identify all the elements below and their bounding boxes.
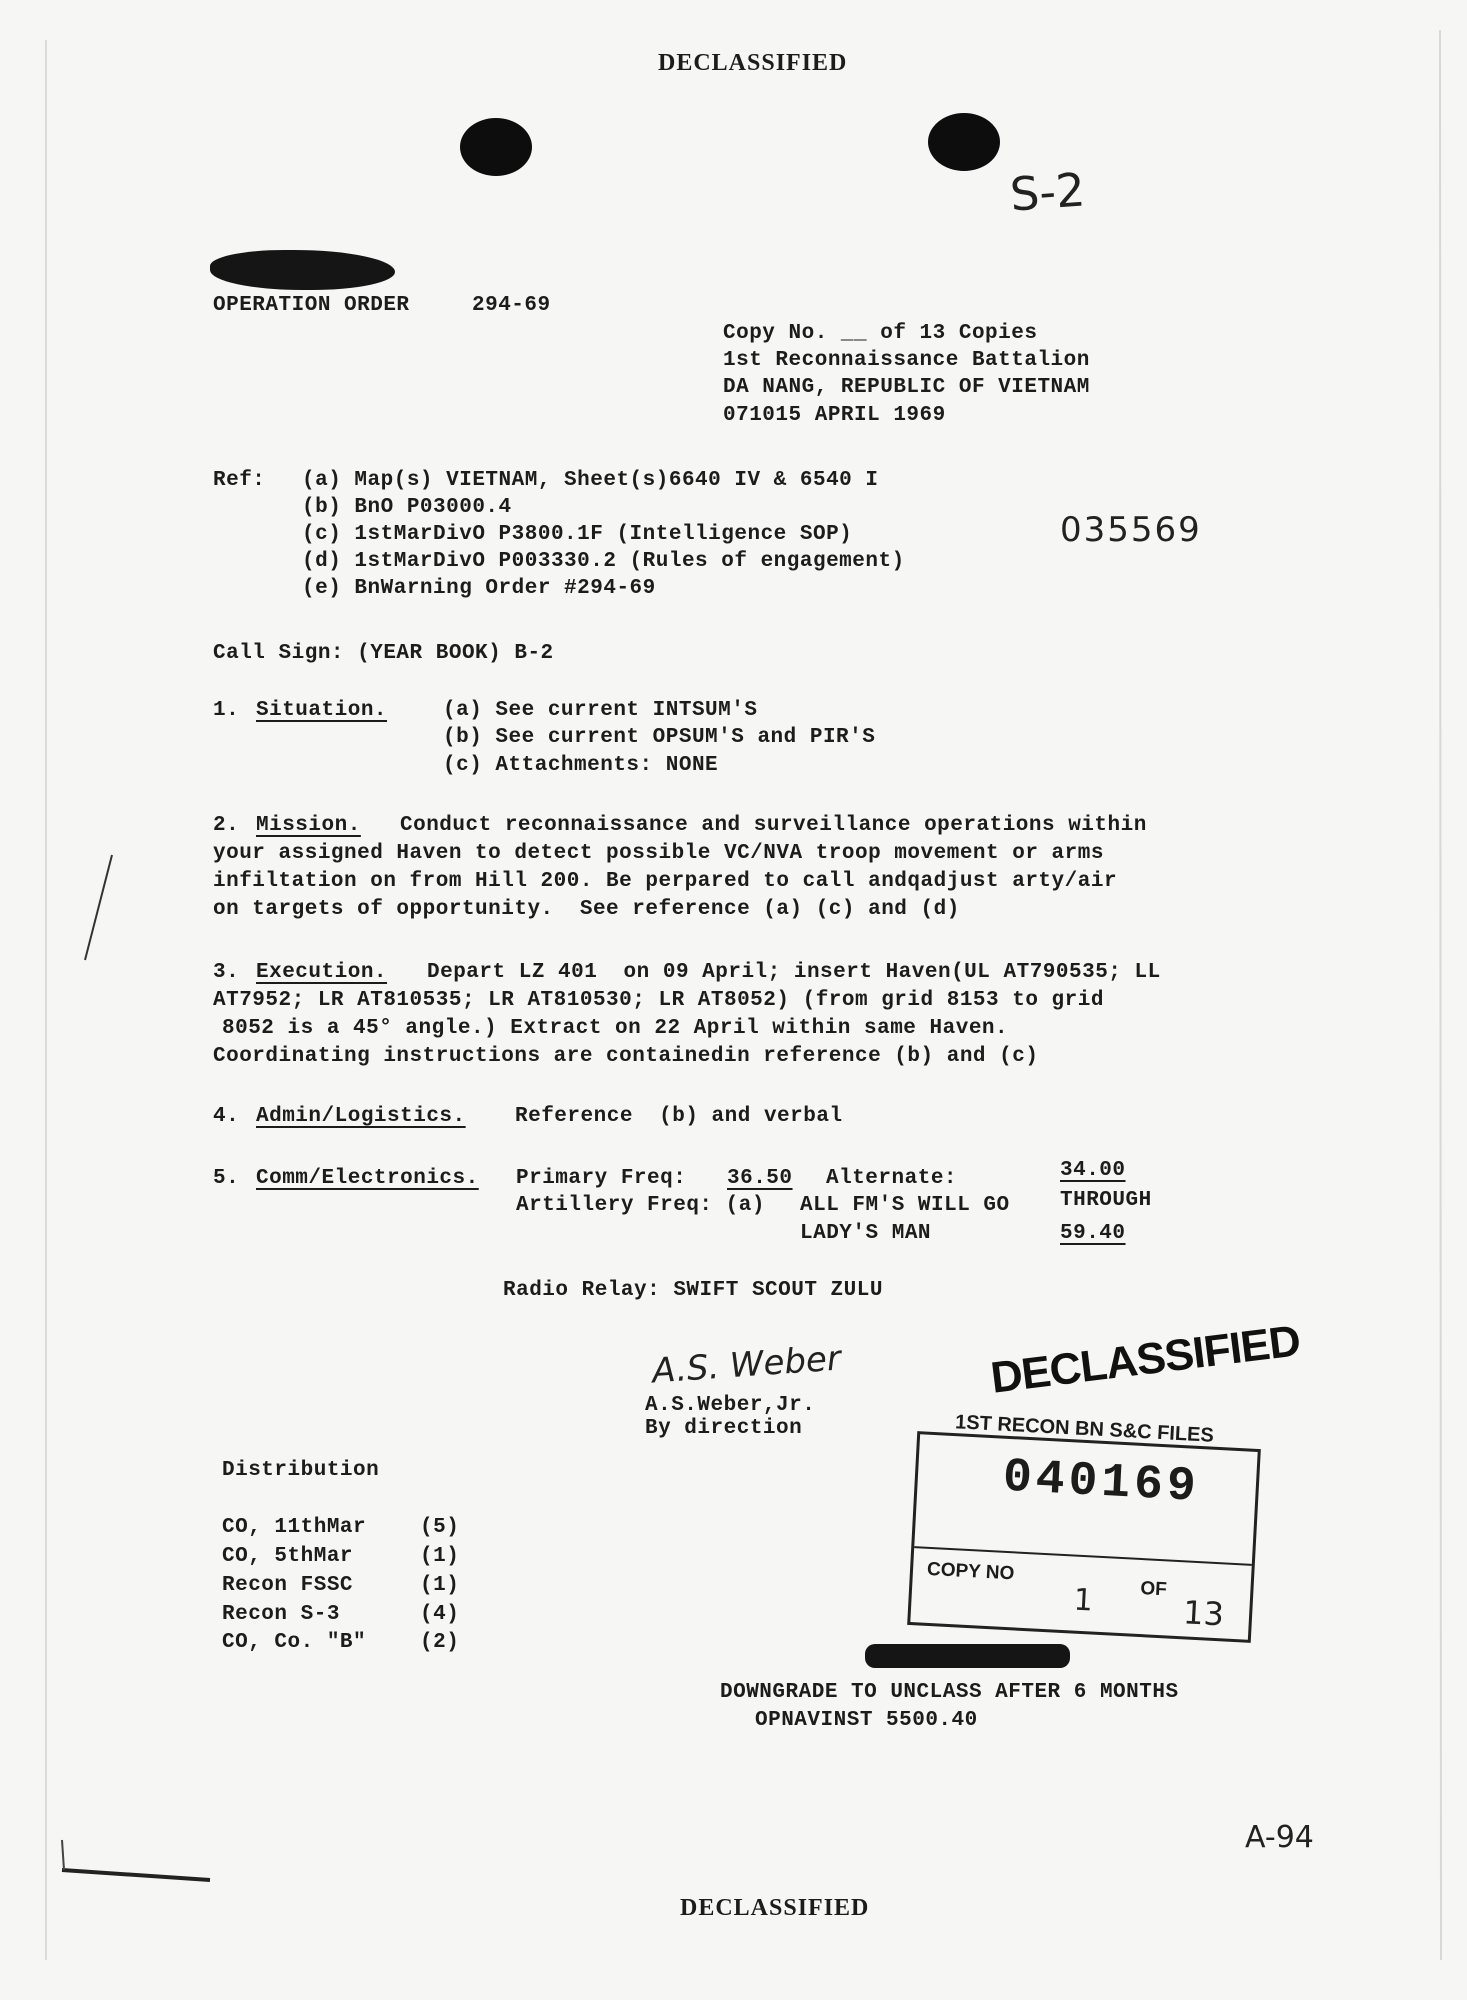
downgrade-line-2: OPNAVINST 5500.40 <box>755 1709 978 1732</box>
admin-number: 4. <box>213 1105 240 1128</box>
copy-line: Copy No. __ of 13 Copies <box>723 322 1038 345</box>
margin-note-s2: S-2 <box>1008 162 1087 222</box>
distribution-count-3: (1) <box>420 1574 460 1597</box>
primary-freq-value: 36.50 <box>727 1167 793 1190</box>
stamp-copy-no-value: 1 <box>1072 1582 1094 1619</box>
situation-item-a: (a) See current INTSUM'S <box>443 699 758 722</box>
primary-freq-label: Primary Freq: <box>516 1167 687 1190</box>
stamp-file-number: 040169 <box>1001 1450 1201 1515</box>
right-edge-shadow <box>1440 30 1441 1960</box>
declassified-banner-bottom: DECLASSIFIED <box>680 1895 870 1921</box>
execution-number: 3. <box>213 961 240 984</box>
admin-text: Reference (b) and verbal <box>515 1105 843 1128</box>
order-number: 294-69 <box>472 294 551 317</box>
through-label: THROUGH <box>1060 1189 1152 1212</box>
execution-line-4: Coordinating instructions are containedin reference (b) and (c) <box>213 1045 1039 1068</box>
margin-stroke <box>85 855 112 960</box>
signature-direction: By direction <box>645 1417 803 1440</box>
location-line: DA NANG, REPUBLIC OF VIETNAM <box>723 376 1090 399</box>
artillery-freq-label: Artillery Freq: (a) <box>516 1194 765 1217</box>
distribution-heading: Distribution <box>222 1459 380 1482</box>
situation-item-c: (c) Attachments: NONE <box>443 754 719 777</box>
distribution-count-5: (2) <box>420 1631 460 1654</box>
situation-number: 1. <box>213 699 240 722</box>
stamp-copy-no-label: COPY NO <box>926 1558 1015 1585</box>
distribution-count-1: (5) <box>420 1516 460 1539</box>
ladys-man-label: LADY'S MAN <box>800 1222 932 1245</box>
declassified-stamp: DECLASSIFIED <box>988 1316 1303 1403</box>
artillery-freq-text: ALL FM'S WILL GO <box>800 1194 1010 1217</box>
radio-relay: Radio Relay: SWIFT SCOUT ZULU <box>503 1279 883 1302</box>
bottom-edge-stroke <box>62 1870 210 1880</box>
alternate-freq-label: Alternate: <box>826 1167 958 1190</box>
mission-line-3: infiltation on from Hill 200. Be perpared to call andqadjust arty/air <box>213 870 1118 893</box>
distribution-unit-4: Recon S-3 <box>222 1603 340 1626</box>
comm-number: 5. <box>213 1167 240 1190</box>
execution-line-2: AT7952; LR AT810535; LR AT810530; LR AT8052) (from grid 8153 to grid <box>213 989 1104 1012</box>
situation-item-b: (b) See current OPSUM'S and PIR'S <box>443 726 876 749</box>
alternate-freq-value: 34.00 <box>1060 1159 1126 1182</box>
execution-line-1: Depart LZ 401 on 09 April; insert Haven(UL AT790535; LL <box>427 961 1161 984</box>
stamp-of-label: OF <box>1139 1578 1168 1601</box>
ref-a: (a) Map(s) VIETNAM, Sheet(s)6640 IV & 6540 I <box>302 469 879 492</box>
ref-c: (c) 1stMarDivO P3800.1F (Intelligence SOP) <box>302 523 853 546</box>
ref-d: (d) 1stMarDivO P003330.2 (Rules of engagement) <box>302 550 905 573</box>
distribution-unit-5: CO, Co. "B" <box>222 1631 367 1654</box>
stamp-files-label: 1ST RECON BN S&C FILES <box>954 1411 1215 1447</box>
unit-line: 1st Reconnaissance Battalion <box>723 349 1090 372</box>
ref-e: (e) BnWarning Order #294-69 <box>302 577 656 600</box>
stamp-of-value: 13 <box>1182 1593 1225 1634</box>
ref-b: (b) BnO P03000.4 <box>302 496 512 519</box>
downgrade-line-1: DOWNGRADE TO UNCLASS AFTER 6 MONTHS <box>720 1681 1179 1704</box>
signature-scrawl: A.S. Weber <box>650 1338 843 1392</box>
distribution-unit-2: CO, 5thMar <box>222 1545 354 1568</box>
mission-line-1: Conduct reconnaissance and surveillance operations within <box>400 814 1147 837</box>
mission-line-2: your assigned Haven to detect possible VC/NVA troop movement or arms <box>213 842 1104 865</box>
distribution-count-2: (1) <box>420 1545 460 1568</box>
comm-heading: Comm/Electronics. <box>256 1167 479 1190</box>
ladys-man-value: 59.40 <box>1060 1222 1126 1245</box>
distribution-unit-3: Recon FSSC <box>222 1574 354 1597</box>
refs-label: Ref: <box>213 469 266 492</box>
distribution-count-4: (4) <box>420 1603 460 1626</box>
mission-line-4: on targets of opportunity. See reference (a) (c) and (d) <box>213 898 960 921</box>
dtg-line: 071015 APRIL 1969 <box>723 404 946 427</box>
corner-mark <box>62 1840 64 1870</box>
page-number: A-94 <box>1245 1820 1314 1855</box>
execution-line-3: 8052 is a 45° angle.) Extract on 22 April within same Haven. <box>222 1017 1009 1040</box>
situation-heading: Situation. <box>256 699 388 722</box>
declassified-banner-top: DECLASSIFIED <box>658 50 848 76</box>
call-sign: Call Sign: (YEAR BOOK) B-2 <box>213 642 554 665</box>
mission-number: 2. <box>213 814 240 837</box>
distribution-unit-1: CO, 11thMar <box>222 1516 367 1539</box>
signature-name: A.S.Weber,Jr. <box>645 1394 816 1417</box>
mission-heading: Mission. <box>256 814 361 837</box>
execution-heading: Execution. <box>256 961 388 984</box>
admin-heading: Admin/Logistics. <box>256 1105 466 1128</box>
order-title: OPERATION ORDER <box>213 294 410 317</box>
reference-number-stamp: 035569 <box>1060 510 1202 550</box>
